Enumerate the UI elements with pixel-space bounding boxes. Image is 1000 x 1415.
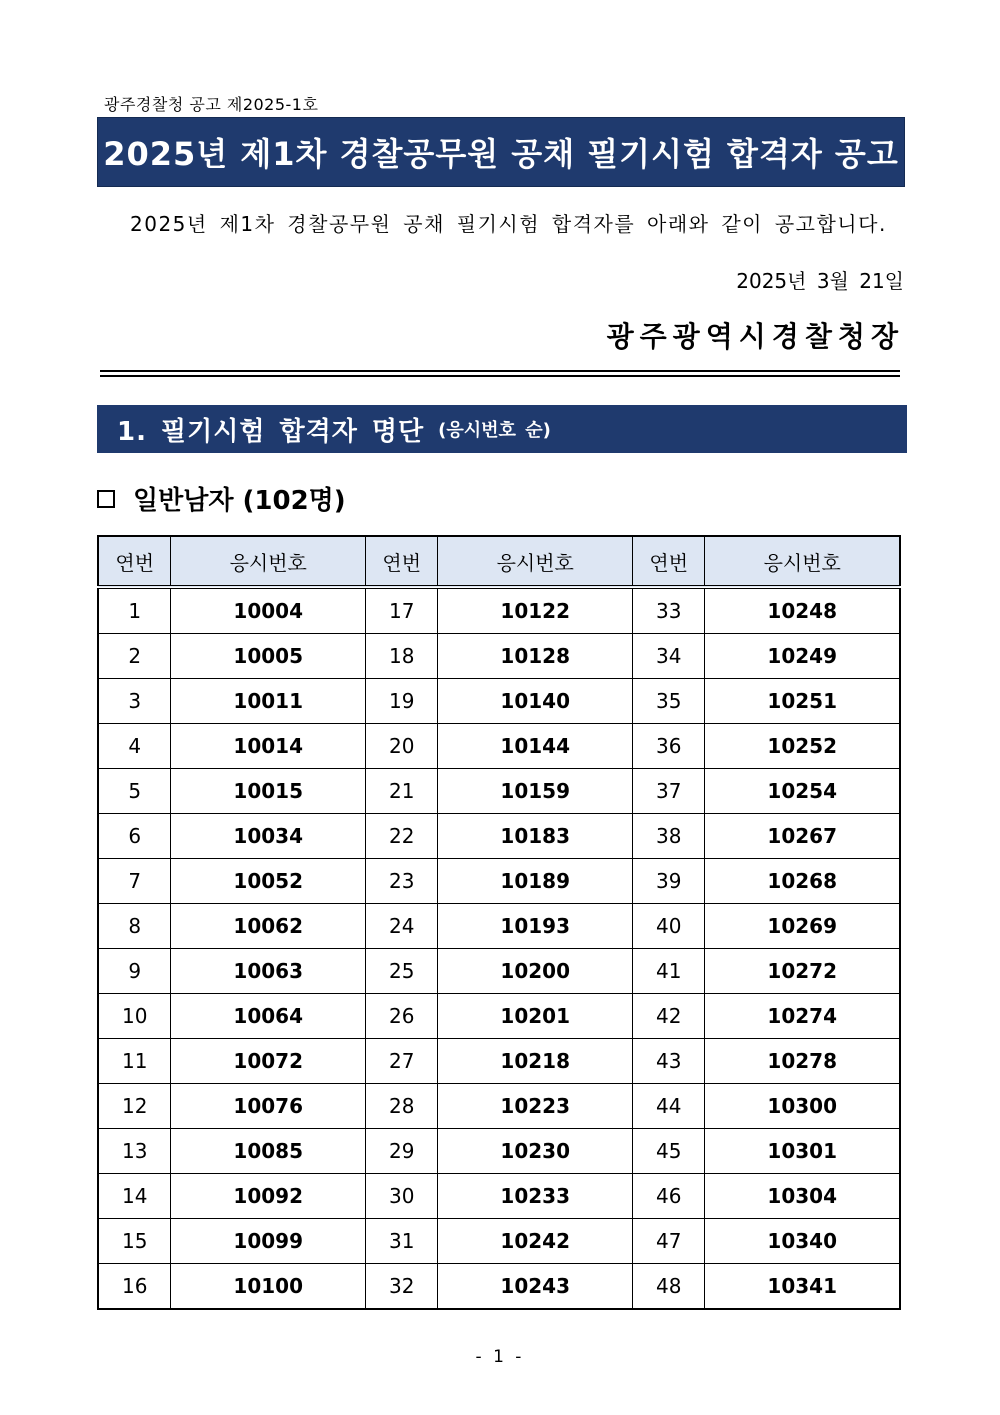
header-id-1: 응시번호 [171, 536, 366, 587]
exam-number-cell: 10269 [705, 904, 900, 949]
exam-number-cell: 10300 [705, 1084, 900, 1129]
sequence-cell: 11 [98, 1039, 171, 1084]
table-body [98, 587, 900, 1309]
sequence-cell: 32 [365, 1264, 437, 1310]
notice-number: 광주경찰청 공고 제2025-1호 [104, 95, 319, 114]
header-seq-3: 연번 [632, 536, 704, 587]
exam-number-cell: 10122 [438, 587, 633, 634]
sequence-cell: 38 [632, 814, 704, 859]
exam-number-cell: 10100 [171, 1264, 366, 1310]
exam-number-cell: 10085 [171, 1129, 366, 1174]
sequence-cell: 19 [365, 679, 437, 724]
sequence-cell: 5 [98, 769, 171, 814]
sequence-cell: 21 [365, 769, 437, 814]
sequence-cell: 17 [365, 587, 437, 634]
header-seq-1: 연번 [98, 536, 171, 587]
exam-number-cell: 10193 [438, 904, 633, 949]
exam-number-cell: 10011 [171, 679, 366, 724]
exam-number-cell: 10249 [705, 634, 900, 679]
exam-number-cell: 10072 [171, 1039, 366, 1084]
sequence-cell: 48 [632, 1264, 704, 1310]
subsection-title: 일반남자 (102명) [133, 486, 346, 516]
intro-text: 2025년 제1차 경찰공무원 공채 필기시험 합격자를 아래와 같이 공고합니다. [130, 212, 887, 236]
exam-number-cell: 10251 [705, 679, 900, 724]
section-title: 1. 필기시험 합격자 명단 [117, 416, 425, 447]
sequence-cell: 28 [365, 1084, 437, 1129]
sequence-cell: 8 [98, 904, 171, 949]
exam-number-cell: 10159 [438, 769, 633, 814]
table-row [98, 587, 900, 634]
table-row [98, 814, 900, 859]
sequence-cell: 36 [632, 724, 704, 769]
passer-table [97, 535, 901, 1310]
exam-number-cell: 10200 [438, 949, 633, 994]
notice-date: 2025년 3월 21일 [736, 269, 904, 293]
sequence-cell: 41 [632, 949, 704, 994]
table-row [98, 949, 900, 994]
table-row [98, 1084, 900, 1129]
sequence-cell: 40 [632, 904, 704, 949]
issuer-name: 광주광역시경찰청장 [606, 320, 904, 353]
table-row [98, 1039, 900, 1084]
exam-number-cell: 10005 [171, 634, 366, 679]
exam-number-cell: 10144 [438, 724, 633, 769]
table-row [98, 769, 900, 814]
table-row [98, 634, 900, 679]
table-row [98, 1174, 900, 1219]
header-id-2: 응시번호 [438, 536, 633, 587]
exam-number-cell: 10218 [438, 1039, 633, 1084]
table-header-row [98, 536, 900, 587]
sequence-cell: 34 [632, 634, 704, 679]
sequence-cell: 35 [632, 679, 704, 724]
sequence-cell: 43 [632, 1039, 704, 1084]
sequence-cell: 12 [98, 1084, 171, 1129]
sequence-cell: 9 [98, 949, 171, 994]
sequence-cell: 26 [365, 994, 437, 1039]
exam-number-cell: 10341 [705, 1264, 900, 1310]
exam-number-cell: 10052 [171, 859, 366, 904]
sequence-cell: 22 [365, 814, 437, 859]
table-row [98, 859, 900, 904]
sequence-cell: 29 [365, 1129, 437, 1174]
sequence-cell: 27 [365, 1039, 437, 1084]
table-row [98, 1219, 900, 1264]
header-seq-2: 연번 [365, 536, 437, 587]
sequence-cell: 47 [632, 1219, 704, 1264]
exam-number-cell: 10268 [705, 859, 900, 904]
exam-number-cell: 10034 [171, 814, 366, 859]
exam-number-cell: 10140 [438, 679, 633, 724]
exam-number-cell: 10248 [705, 587, 900, 634]
exam-number-cell: 10062 [171, 904, 366, 949]
exam-number-cell: 10230 [438, 1129, 633, 1174]
header-id-3: 응시번호 [705, 536, 900, 587]
sequence-cell: 25 [365, 949, 437, 994]
exam-number-cell: 10064 [171, 994, 366, 1039]
exam-number-cell: 10092 [171, 1174, 366, 1219]
exam-number-cell: 10267 [705, 814, 900, 859]
sequence-cell: 16 [98, 1264, 171, 1310]
exam-number-cell: 10014 [171, 724, 366, 769]
sequence-cell: 45 [632, 1129, 704, 1174]
exam-number-cell: 10252 [705, 724, 900, 769]
square-bullet-icon [97, 490, 115, 508]
exam-number-cell: 10004 [171, 587, 366, 634]
sequence-cell: 3 [98, 679, 171, 724]
sequence-cell: 42 [632, 994, 704, 1039]
exam-number-cell: 10242 [438, 1219, 633, 1264]
sequence-cell: 33 [632, 587, 704, 634]
exam-number-cell: 10278 [705, 1039, 900, 1084]
exam-number-cell: 10233 [438, 1174, 633, 1219]
page-number: - 1 - [475, 1347, 525, 1367]
exam-number-cell: 10272 [705, 949, 900, 994]
sequence-cell: 44 [632, 1084, 704, 1129]
sequence-cell: 15 [98, 1219, 171, 1264]
sequence-cell: 39 [632, 859, 704, 904]
exam-number-cell: 10301 [705, 1129, 900, 1174]
exam-number-cell: 10243 [438, 1264, 633, 1310]
table-row [98, 904, 900, 949]
exam-number-cell: 10201 [438, 994, 633, 1039]
table-row [98, 724, 900, 769]
sequence-cell: 1 [98, 587, 171, 634]
table-row [98, 1264, 900, 1310]
sequence-cell: 7 [98, 859, 171, 904]
table-row [98, 1129, 900, 1174]
sequence-cell: 6 [98, 814, 171, 859]
exam-number-cell: 10223 [438, 1084, 633, 1129]
page-title: 2025년 제1차 경찰공무원 공채 필기시험 합격자 공고 [103, 135, 899, 173]
sequence-cell: 18 [365, 634, 437, 679]
exam-number-cell: 10015 [171, 769, 366, 814]
sequence-cell: 23 [365, 859, 437, 904]
title-banner [97, 117, 905, 187]
sequence-cell: 14 [98, 1174, 171, 1219]
double-divider [100, 370, 900, 377]
sequence-cell: 24 [365, 904, 437, 949]
sequence-cell: 4 [98, 724, 171, 769]
exam-number-cell: 10076 [171, 1084, 366, 1129]
subsection-heading [97, 480, 346, 517]
exam-number-cell: 10274 [705, 994, 900, 1039]
exam-number-cell: 10099 [171, 1219, 366, 1264]
sequence-cell: 20 [365, 724, 437, 769]
exam-number-cell: 10063 [171, 949, 366, 994]
exam-number-cell: 10128 [438, 634, 633, 679]
sequence-cell: 37 [632, 769, 704, 814]
exam-number-cell: 10183 [438, 814, 633, 859]
exam-number-cell: 10304 [705, 1174, 900, 1219]
sequence-cell: 2 [98, 634, 171, 679]
table-row [98, 679, 900, 724]
exam-number-cell: 10340 [705, 1219, 900, 1264]
exam-number-cell: 10189 [438, 859, 633, 904]
sequence-cell: 13 [98, 1129, 171, 1174]
sequence-cell: 31 [365, 1219, 437, 1264]
sequence-cell: 30 [365, 1174, 437, 1219]
section-banner [97, 405, 907, 453]
sequence-cell: 46 [632, 1174, 704, 1219]
section-subtitle: (응시번호 순) [438, 420, 551, 441]
sequence-cell: 10 [98, 994, 171, 1039]
exam-number-cell: 10254 [705, 769, 900, 814]
table-row [98, 994, 900, 1039]
